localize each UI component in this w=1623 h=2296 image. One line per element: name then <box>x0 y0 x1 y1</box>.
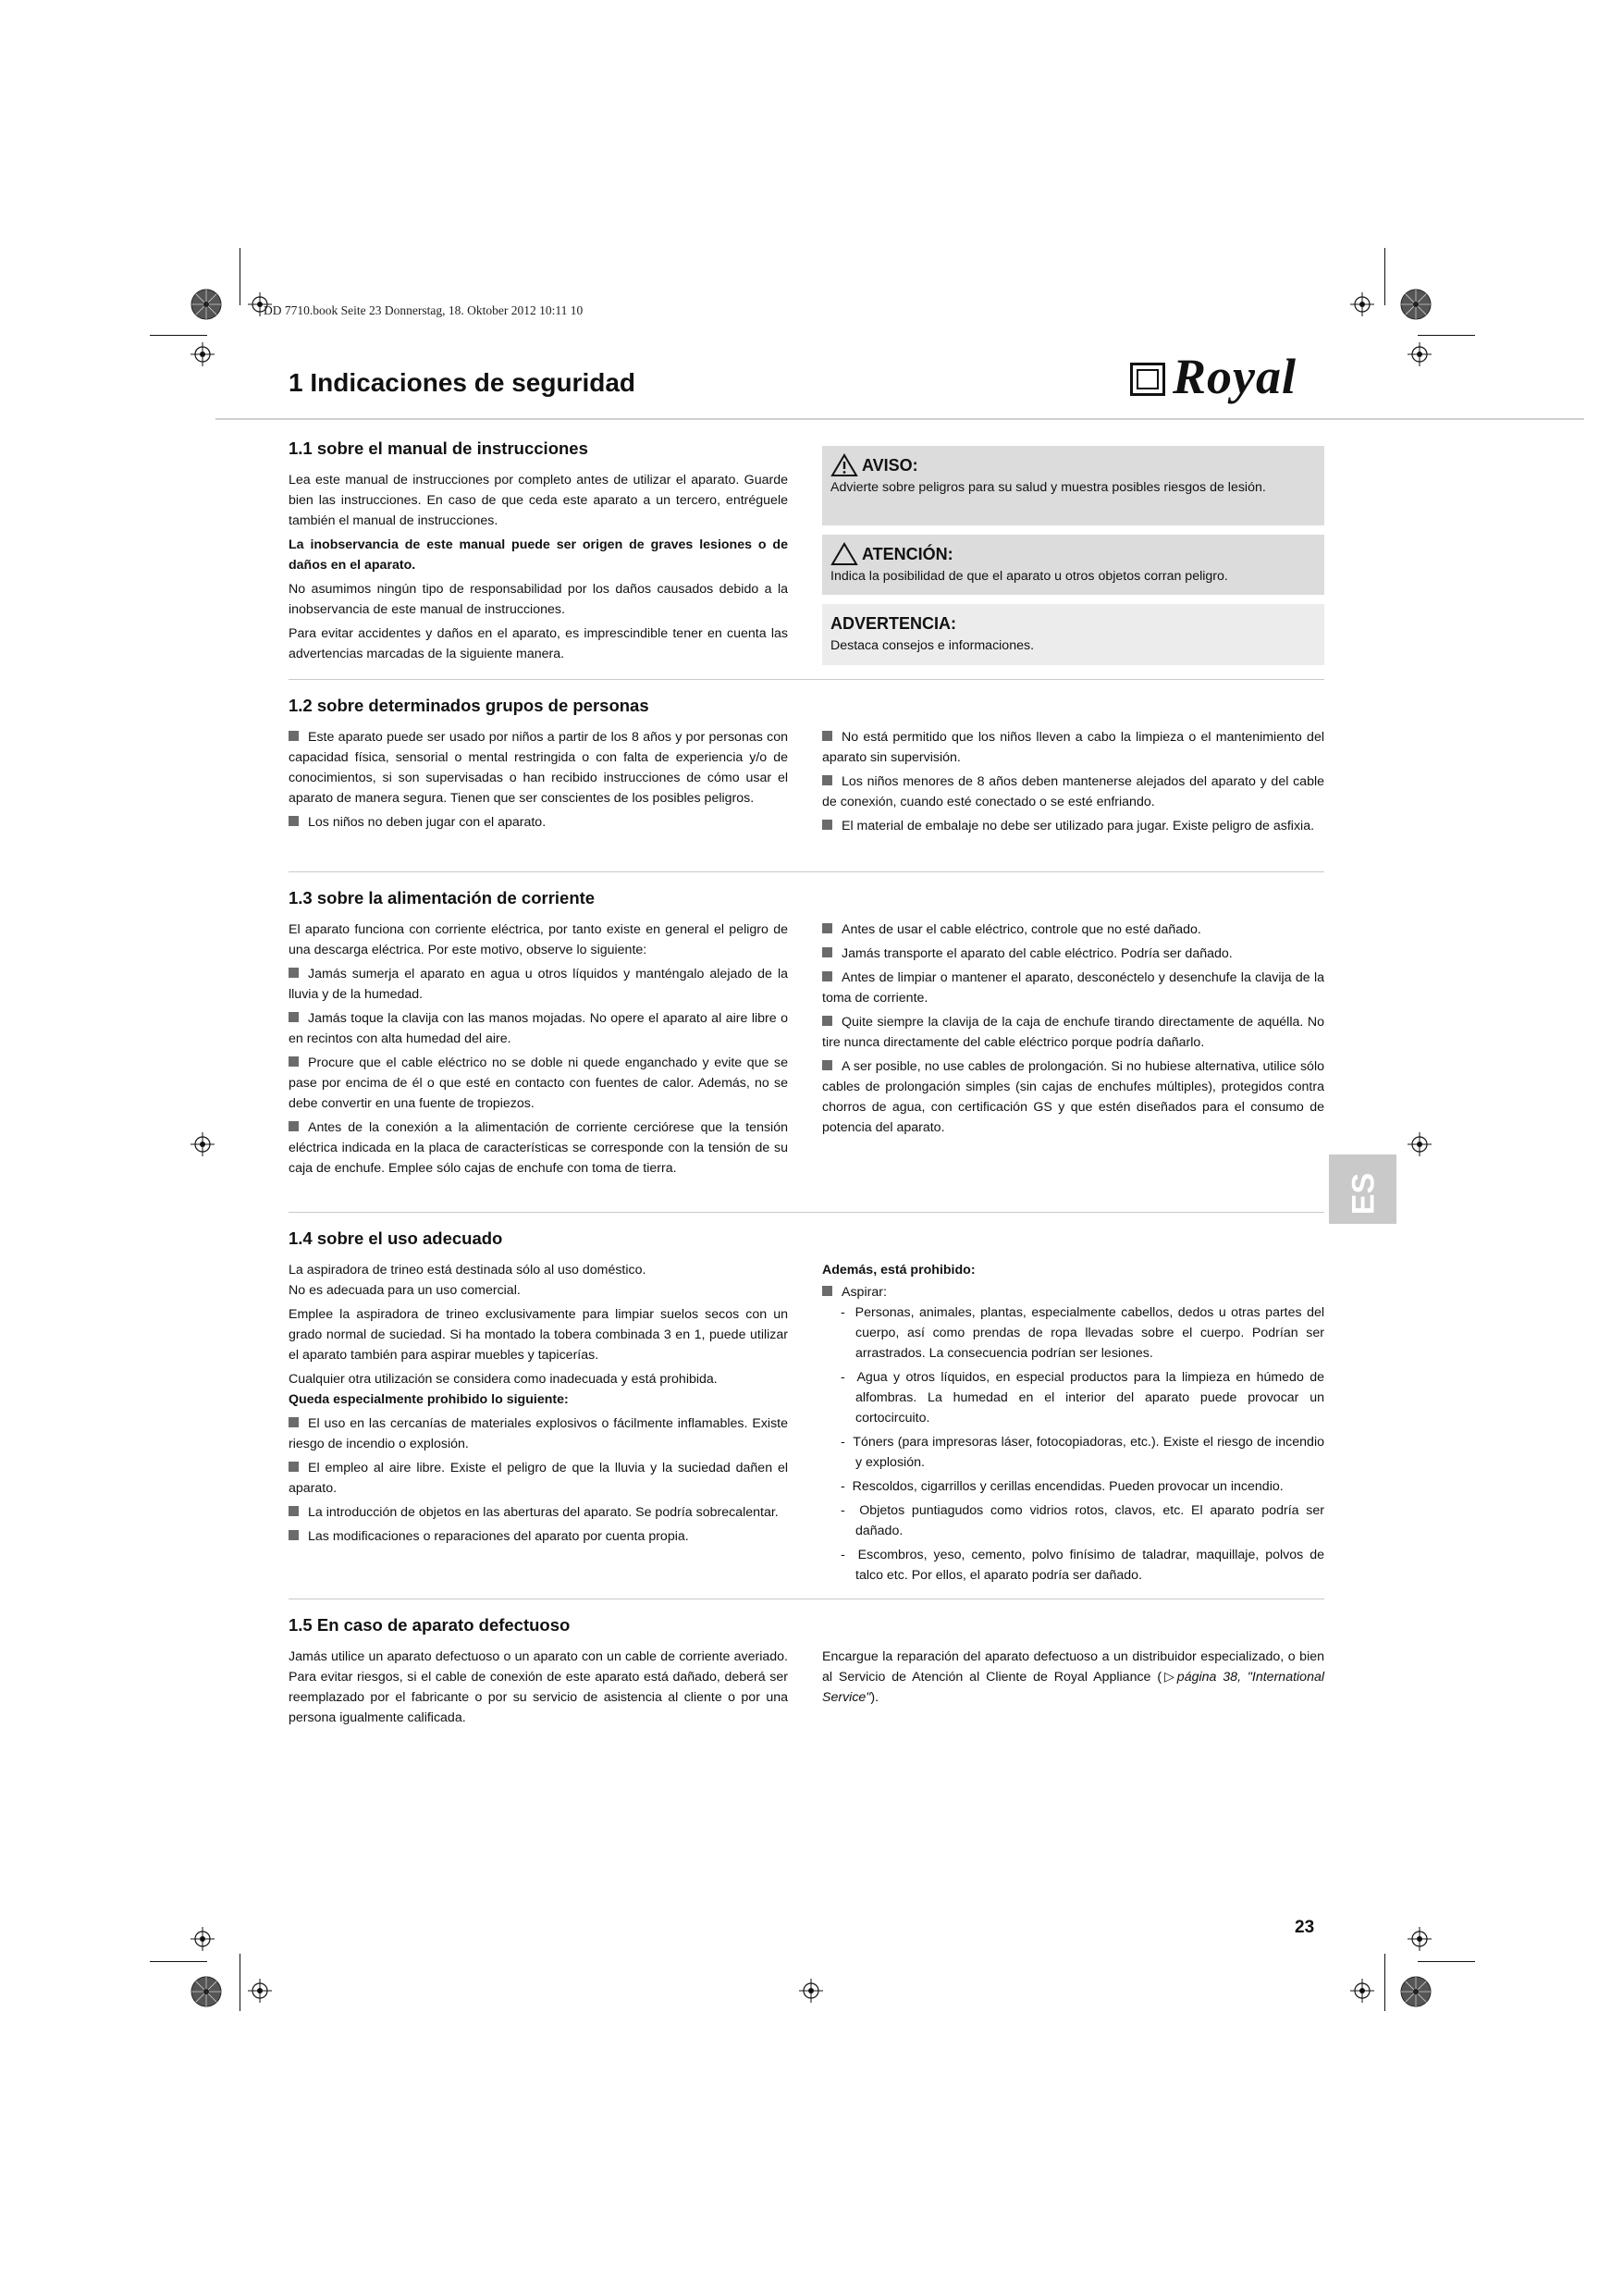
bullet-item: Antes de la conexión a la alimentación de corriente cerciórese que la tensión eléctrica indicada en la placa de características se corresponde con la tensión de su caja de enchufe. Emplee sólo cajas de enchufe con toma de tierra. <box>289 1120 788 1176</box>
bullet-square-icon <box>289 731 299 741</box>
bullet-square-icon <box>289 816 299 826</box>
bullet-item: Las modificaciones o reparaciones del aparato por cuenta propia. <box>289 1526 788 1547</box>
section-title: 1.1 sobre el manual de instrucciones <box>289 438 588 458</box>
bullet-item: Quite siempre la clavija de la caja de enchufe tirando directamente de aquélla. No tire nunca directamente del cable eléctrico porque podría dañarlo. <box>822 1015 1324 1050</box>
color-rosette-icon <box>191 1976 222 2007</box>
paragraph: Para evitar accidentes y daños en el aparato, es imprescindible tener en cuenta las advertencias marcadas de la siguiente manera. <box>289 626 788 661</box>
bullet-square-icon <box>822 775 832 785</box>
section-left-column <box>289 1647 788 1732</box>
bullet-square-icon <box>289 1462 299 1472</box>
bullet-item: Aspirar: <box>822 1282 1324 1302</box>
bullet-square-icon <box>822 1286 832 1296</box>
section-divider <box>289 679 1324 680</box>
cross-reference-link[interactable]: ▷página 38, "International Service" <box>822 1670 1324 1705</box>
registration-cross-icon <box>1350 1979 1374 2003</box>
bullet-square-icon <box>822 1060 832 1070</box>
atencion-box <box>822 535 1324 595</box>
section-left-column <box>289 470 788 668</box>
section-title: 1.4 sobre el uso adecuado <box>289 1228 503 1248</box>
paragraph-bold: La inobservancia de este manual puede ser origen de graves lesiones o de daños en el aparato. <box>289 537 788 573</box>
crown-crest-icon <box>1130 363 1165 396</box>
bullet-square-icon <box>289 1121 299 1131</box>
registration-cross-icon <box>1350 292 1374 316</box>
box-text: Advierte sobre peligros para su salud y muestra posibles riesgos de lesión. <box>830 480 1266 495</box>
registration-cross-icon <box>248 1979 272 2003</box>
bullet-square-icon <box>822 1016 832 1026</box>
color-rosette-icon <box>1400 1976 1432 2007</box>
registration-cross-icon <box>1408 1132 1432 1156</box>
bullet-square-icon <box>289 1012 299 1022</box>
bullet-item: Antes de limpiar o mantener el aparato, desconéctelo y desenchufe la clavija de la toma de corriente. <box>822 970 1324 1006</box>
registration-cross-icon <box>1408 342 1432 366</box>
page-number: 23 <box>1295 1918 1315 1937</box>
section-title: 1.3 sobre la alimentación de corriente <box>289 888 596 907</box>
box-title: ATENCIÓN: <box>862 545 953 563</box>
bullet-item: Este aparato puede ser usado por niños a partir de los 8 años y por personas con capacidad física, sensorial o mental restringida o con falta de experiencia y/o de conocimientos, si son supervisadas o han recibido instrucciones de cómo usar el aparato de manera segura. Tienen que ser conscientes de los posibles peligros. <box>289 730 788 806</box>
bullet-square-icon <box>289 968 299 978</box>
section-right-column <box>822 920 1324 1142</box>
caution-triangle-icon <box>830 542 858 566</box>
paragraph: Emplee la aspiradora de trineo exclusivamente para limpiar suelos secos con un grado normal de suciedad. Si ha montado la tobera combinada 3 en 1, puede utilizar el aparato también para aspirar muebles y tapicerías. <box>289 1307 788 1363</box>
bullet-item: El empleo al aire libre. Existe el peligro de que la lluvia y la suciedad dañen el aparato. <box>289 1461 788 1496</box>
language-tab <box>1329 1154 1396 1224</box>
paragraph: Jamás utilice un aparato defectuoso o un aparato con un cable de corriente averiado. Para evitar riesgos, si el cable de conexión de este aparato está dañado, deberá ser reemplazado por el fabricante o por su servicio de asistencia al cliente o por una persona igualmente calificada. <box>289 1649 788 1725</box>
bullet-item: La introducción de objetos en las aberturas del aparato. Se podría sobrecalentar. <box>289 1502 788 1523</box>
section-left-column <box>289 1260 788 1550</box>
bullet-square-icon <box>822 923 832 933</box>
box-title: ADVERTENCIA: <box>830 614 957 633</box>
dash-item: - Escombros, yeso, cemento, polvo finísimo de taladrar, maquillaje, polvos de talco etc. Por ellos, el aparato podría ser dañado. <box>841 1548 1324 1583</box>
section-right-column <box>822 727 1324 840</box>
bullet-item: El material de embalaje no debe ser utilizado para jugar. Existe peligro de asfixia. <box>822 816 1324 836</box>
section-title: 1.2 sobre determinados grupos de personas <box>289 696 649 715</box>
paragraph: Encargue la reparación del aparato defectuoso a un distribuidor especializado, o bien al Servicio de Atención al Cliente de Royal Appliance (▷página 38, "International Service"). <box>822 1649 1324 1705</box>
paragraph: Cualquier otra utilización se considera como inadecuada y está prohibida. <box>289 1372 718 1387</box>
color-rosette-icon <box>1400 289 1432 320</box>
chapter-divider <box>215 418 1584 420</box>
section-divider <box>289 1212 1324 1213</box>
box-title: AVISO: <box>862 456 918 475</box>
warning-triangle-icon <box>830 453 858 477</box>
box-text: Destaca consejos e informaciones. <box>830 638 1035 653</box>
bullet-square-icon <box>289 1506 299 1516</box>
bullet-square-icon <box>822 971 832 981</box>
paragraph: No asumimos ningún tipo de responsabilidad por los daños causados debido a la inobservancia de este manual de instrucciones. <box>289 582 788 617</box>
bullet-item: Procure que el cable eléctrico no se doble ni quede enganchado y evite que se pase por encima de él o que esté en contacto con fuentes de calor. Además, no se debe convertir en una fuente de tropiezos. <box>289 1055 788 1111</box>
bullet-square-icon <box>822 820 832 830</box>
bullet-square-icon <box>289 1056 299 1067</box>
bullet-square-icon <box>289 1530 299 1540</box>
section-right-column <box>822 1260 1324 1589</box>
advertencia-box <box>822 604 1324 665</box>
section-right-column <box>822 1647 1324 1711</box>
section-left-column <box>289 727 788 836</box>
bullet-square-icon <box>822 731 832 741</box>
bullet-square-icon <box>822 947 832 957</box>
bullet-square-icon <box>289 1417 299 1427</box>
bullet-item: Los niños no deben jugar con el aparato. <box>289 812 788 833</box>
section-divider <box>289 871 1324 872</box>
bullet-item: Jamás toque la clavija con las manos mojadas. No opere el aparato al aire libre o en recintos con alta humedad del aire. <box>289 1011 788 1046</box>
language-tab-label: ES <box>1346 1172 1382 1216</box>
bullet-item: Antes de usar el cable eléctrico, controle que no esté dañado. <box>822 920 1324 940</box>
bullet-item: Jamás transporte el aparato del cable eléctrico. Podría ser dañado. <box>822 944 1324 964</box>
registration-cross-icon <box>799 1979 823 2003</box>
bullet-item: El uso en las cercanías de materiales explosivos o fácilmente inflamables. Existe riesgo de incendio o explosión. <box>289 1416 788 1451</box>
registration-cross-icon <box>191 1132 215 1156</box>
dash-item: - Tóners (para impresoras láser, fotocopiadoras, etc.). Existe el riesgo de incendio y explosión. <box>841 1435 1324 1470</box>
dash-item: - Objetos puntiagudos como vidrios rotos, clavos, etc. El aparato podría ser dañado. <box>841 1503 1324 1538</box>
logo-wordmark: Royal <box>1173 349 1297 404</box>
paragraph-bold: Además, está prohibido: <box>822 1263 976 1278</box>
paragraph: Lea este manual de instrucciones por completo antes de utilizar el aparato. Guarde bien las instrucciones. En caso de que ceda este aparato a un tercero, entréguele también el manual de instrucciones. <box>289 473 788 528</box>
dash-item: - Personas, animales, plantas, especialmente cabellos, dedos u otras partes del cuerpo, así como prendas de ropa llevadas sobre el cuerpo. Podrían ser arrastrados. La consecuencia podrían ser lesiones. <box>841 1305 1325 1361</box>
color-rosette-icon <box>191 289 222 320</box>
royal-logo <box>1130 349 1335 405</box>
bullet-item: A ser posible, no use cables de prolongación. Si no hubiese alternativa, utilice sólo cables de prolongación simples (sin cajas de enchufes múltiples), protegidos contra chorros de agua, con certificación GS y que estén diseñados para el consumo de potencia del aparato. <box>822 1059 1324 1135</box>
section-title: 1.5 En caso de aparato defectuoso <box>289 1615 571 1635</box>
registration-cross-icon <box>1408 1927 1432 1951</box>
bullet-item: No está permitido que los niños lleven a cabo la limpieza o el mantenimiento del aparato sin supervisión. <box>822 730 1324 765</box>
bullet-item: Jamás sumerja el aparato en agua u otros líquidos y manténgalo alejado de la lluvia y de la humedad. <box>289 967 788 1002</box>
section-left-column <box>289 920 788 1182</box>
paragraph: La aspiradora de trineo está destinada sólo al uso doméstico. <box>289 1263 646 1278</box>
paragraph: El aparato funciona con corriente eléctrica, por tanto existe en general el peligro de una descarga eléctrica. Por este motivo, observe lo siguiente: <box>289 922 788 957</box>
paragraph-bold: Queda especialmente prohibido lo siguiente: <box>289 1392 569 1407</box>
registration-cross-icon <box>191 342 215 366</box>
chapter-title: 1 Indicaciones de seguridad <box>289 368 636 397</box>
box-text: Indica la posibilidad de que el aparato u otros objetos corran peligro. <box>830 569 1228 584</box>
registration-cross-icon <box>191 1927 215 1951</box>
dash-item: - Agua y otros líquidos, en especial productos para la limpieza en húmedo de alfombras. La humedad en el interior del aparato puede provocar un cortocircuito. <box>841 1370 1324 1426</box>
print-file-info: DD 7710.book Seite 23 Donnerstag, 18. Oktober 2012 10:11 10 <box>264 303 584 317</box>
aviso-box <box>822 446 1324 525</box>
bullet-item: Los niños menores de 8 años deben mantenerse alejados del aparato y del cable de conexión, cuando esté conectado o se esté enfriando. <box>822 774 1324 809</box>
dash-item: - Rescoldos, cigarrillos y cerillas encendidas. Pueden provocar un incendio. <box>841 1479 1284 1494</box>
paragraph: No es adecuada para un uso comercial. <box>289 1283 521 1298</box>
